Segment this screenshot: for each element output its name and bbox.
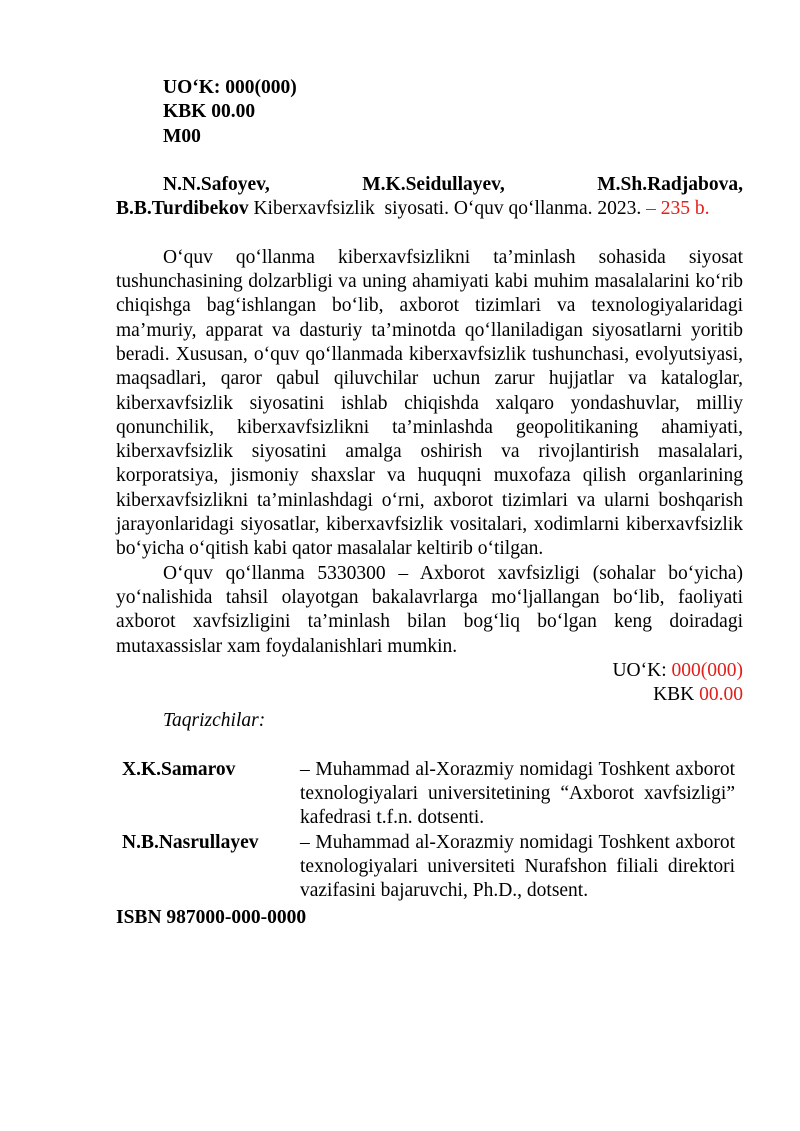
citation — [116, 173, 748, 222]
reviewer-description: – Muhammad al-Xorazmiy nomidagi Toshkent axborot texnologiyalari universitetining “Axborot xavfsizligi” kafedrasi t.f.n. dotsenti. — [300, 758, 735, 829]
right-kbk-label: KBK — [653, 684, 700, 706]
citation-title: Kiberxavfsizlik siyosati. O‘quv qo‘llanma. 2023. — [248, 198, 647, 220]
citation-authors: N.N.Safoyev, M.K.Seidullayev, M.Sh.Radjabova, B.B.Turdibekov — [116, 173, 748, 220]
reviewer-name: N.B.Nasrullayev — [122, 831, 259, 853]
reviewers-title: Taqrizchilar: — [163, 710, 266, 732]
right-kbk-line — [116, 683, 743, 707]
right-uok-value: 000(000) — [671, 659, 743, 681]
m-code: M00 — [163, 125, 201, 147]
reviewer-name: X.K.Samarov — [122, 758, 236, 780]
right-uok-line — [116, 659, 743, 683]
reviewer-description: – Muhammad al-Xorazmiy nomidagi Toshkent axborot texnologiyalari universiteti Nurafshon filiali direktori vazifasini bajaruvchi, Ph.D., dotsent. — [300, 831, 735, 902]
abstract-paragraph-2: O‘quv qo‘llanma 5330300 – Axborot xavfsizligi (sohalar bo‘yicha) yo‘nalishida tahsil olayotgan bakalavrlarga mo‘ljallangan bo‘lib, faoliyati axborot xavfsizligini ta’minlash bilan bog‘liq bo‘lgan keng doiradagi mutaxassislar xam foydalanishlari mumkin. — [116, 562, 743, 657]
right-classification-codes — [116, 659, 743, 708]
right-uok-label: UO‘K: — [612, 659, 672, 681]
reviewer-item — [122, 831, 743, 904]
right-kbk-value: 00.00 — [699, 684, 743, 706]
kbk-code: KBK 00.00 — [163, 101, 256, 123]
citation-pages: – 235 b. — [646, 198, 710, 220]
uok-code: UO‘K: 000(000) — [163, 77, 297, 98]
reviewers-list — [116, 758, 743, 904]
abstract-paragraph-1: O‘quv qo‘llanma kiberxavfsizlikni ta’minlash sohasida siyosat tushunchasining dolzarbligi va uning ahamiyati kabi muhim masalalarini ko‘rib chiqishga bag‘ishlangan bo‘lib, axborot tizimlari va texnologiyalaridagi ma’muriy, apparat va dasturiy ta’minotda qo‘llaniladigan siyosatlarni yoritib beradi. Xususan, o‘quv qo‘llanmada kiberxavfsizlik tushunchasi, evolyutsiyasi, maqsadlari, qaror qabul qiluvchilar uchun zarur hujjatlar va kataloglar, kiberxavfsizlik siyosatini ishlab chiqishda xalqaro yondashuvlar, milliy qonunchilik, kiberxavfsizlikni ta’minlashda geopolitikaning ahamiyati, kiberxavfsizlik siyosatini amalga oshirish va rivojlantirish masalalari, korporatsiya, jismoniy shaxslar va huquqni muxofaza qilish organlarining kiberxavfsizlikni ta’minlashdagi o‘rni, axborot tizimlari va ularni boshqarish jarayonlaridagi siyosatlar, kiberxavfsizlik vositalari, xodimlarni kiberxavfsizlik bo‘yicha o‘qitish kabi qator masalalar keltirib o‘tilgan. — [116, 246, 743, 560]
document-page — [116, 76, 748, 930]
isbn: ISBN 987000-000-0000 — [116, 906, 307, 928]
classification-codes — [163, 76, 743, 149]
reviewer-item — [122, 758, 743, 831]
